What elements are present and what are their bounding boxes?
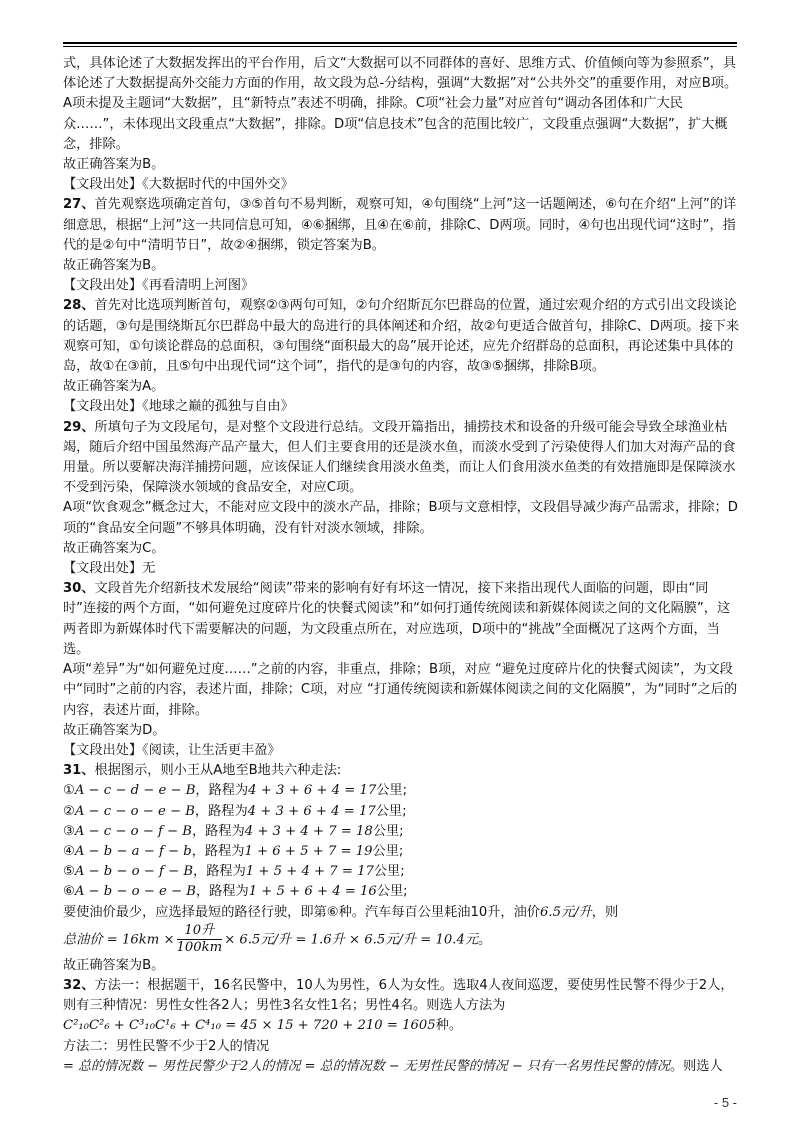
document-body: [63, 54, 739, 1077]
route-list: [63, 781, 739, 902]
price-value: 6.5元/升: [539, 904, 592, 920]
header-rule-thin: [63, 46, 737, 47]
question-32: [63, 976, 739, 1016]
page-number: - 5 -: [713, 1095, 737, 1110]
paragraph: 式，具体论述了大数据发挥出的平台作用，后文“大数据可以不同群体的喜好、思维方式、价值倾向等为参照系”，具体论述了大数据提高外交能力方面的作用，故文段为总-分结构，强调“大数据”对“公共外交”的重要作用，对应B项。: [63, 56, 738, 92]
question-number: 28、: [63, 298, 95, 314]
route-item: ⑤A − b − o − f − B，路程为1 + 5 + 4 + 7 = 17公里;: [63, 864, 405, 880]
paragraph: 方法二：男性民警不少于2人的情况: [63, 1038, 270, 1054]
paragraph: 故正确答案为B。: [63, 157, 165, 173]
question-31: [63, 761, 739, 781]
header-rule: [63, 42, 737, 44]
source-line: 【文段出处】《再看清明上河图》: [63, 278, 255, 294]
formula-line: C²₁₀C²₆ + C³₁₀C¹₆ + C⁴₁₀ = 45 × 15 + 720 + 210 = 1605种。: [63, 1018, 463, 1034]
question-30: [63, 579, 739, 660]
source-line: 【文段出处】《地球之巅的孤独与自由》: [63, 399, 294, 415]
answer-line: 故正确答案为B。: [63, 258, 165, 274]
paragraph: 要使油价最少，应选择最短的路径行驶，即第⑥种。汽车每百公里耗油10升，油价6.5元/升，则: [63, 904, 619, 920]
answer-line: 故正确答案为D。: [63, 722, 166, 738]
question-number: 29、: [63, 419, 95, 435]
source-line: 【文段出处】《大数据时代的中国外交》: [63, 177, 294, 193]
question-text: 方法一：根据题干，16名民警中，10人为男性，6人为女性。选取4人夜间巡逻，要使男性民警不得少于2人，则有三种情况：男性女性各2人；男性3名女性1名；男性4名。则选人方法为: [63, 977, 734, 1014]
question-29: [63, 418, 739, 499]
question-text: 首先对比选项判断首句，观察②③两句可知，②句介绍斯瓦尔巴群岛的位置，通过宏观介绍的方式引出文段谈论的话题，③句是围绕斯瓦尔巴群岛中最大的岛进行的具体阐述和介绍，故②句更适合做首句，排除C、D两项。接下来观察可知，①句谈论群岛的总面积，③句围绕“面积最大的岛”展开论述，应先介绍群岛的总面积，再论述集中具体的岛，故①在③前，且⑤句中出现代词“这个词”，指代的是③句的内容，故③⑤捆绑，排除B项。: [63, 298, 740, 375]
question-text: 文段首先介绍新技术发展给“阅读”带来的影响有好有坏这一情况，接下来指出现代人面临的问题，即由“同时”连接的两个方面，“如何避免过度碎片化的快餐式阅读”和“如何打通传统阅读和新媒体阅读之间的文化隔膜”，这两者即为新媒体时代下需要解决的问题，为文段重点所在，对应选项，D项中的“挑战”全面概况了这两个方面，当选。: [63, 581, 731, 657]
answer-line: 故正确答案为C。: [63, 540, 165, 556]
source-line: 【文段出处】《阅读，让生活更丰盈》: [63, 742, 281, 758]
fraction: $\frac{\text{10升}}{100km}$: [176, 922, 223, 955]
formula-line: = 总的情况数 − 男性民警少于2人的情况 = 总的情况数 − 无男性民警的情况 − 只有一名男性民警的情况。则选人: [63, 1058, 723, 1074]
paragraph: A项“饮食观念”概念过大，不能对应文段中的淡水产品，排除；B项与文意相悖，文段倡导减少海产品需求，排除；D项的“食品安全问题”不够具体明确，没有针对淡水领域，排除。: [63, 500, 738, 536]
answer-line: 故正确答案为A。: [63, 379, 165, 395]
route-item: ⑥A − b − o − e − B，路程为1 + 5 + 6 + 4 = 16公里;: [63, 884, 408, 900]
paragraph: A项未提及主题词“大数据”，且“新特点”表述不明确，排除。C项“社会力量”对应首句“调动各团体和广大民众……”，未体现出文段重点“大数据”，排除。D项“信息技术”包含的范围比较广，文段重点强调“大数据”，扩大概念，排除。: [63, 96, 728, 152]
route-item: ④A − b − a − f − b，路程为1 + 6 + 5 + 7 = 19公里;: [63, 843, 404, 859]
question-number: 27、: [63, 197, 95, 213]
source-line: 【文段出处】无: [63, 561, 156, 577]
question-number: 31、: [63, 763, 95, 779]
formula-line: 总油价 = 16km × $\frac{\text{10升}}{100km}$ × 6.5元/升 = 1.6升 × 6.5元/升 = 10.4元。: [63, 922, 492, 955]
question-28: [63, 296, 739, 377]
route-item: ①A − c − d − e − B，路程为4 + 3 + 6 + 4 = 17公里;: [63, 783, 408, 799]
question-number: 32、: [63, 977, 95, 993]
question-27: [63, 195, 739, 256]
question-number: 30、: [63, 581, 95, 597]
question-text: 首先观察选项确定首句，③⑤首句不易判断，观察可知，④句围绕“上河”这一话题阐述，⑥句在介绍“上河”的详细意思，根据“上河”这一共同信息可知，④⑥捆绑，且④在⑥前，排除C、D两项。同时，④句也出现代词“这时”，指代的是②句中“清明节日”，故②④捆绑，锁定答案为B。: [63, 197, 737, 253]
route-item: ③A − c − o − f − B，路程为4 + 3 + 4 + 7 = 18公里;: [63, 823, 404, 839]
question-text: 所填句子为文段尾句，是对整个文段进行总结。文段开篇指出，捕捞技术和设备的升级可能会导致全球渔业枯竭，随后介绍中国虽然海产品产量大，但人们主要食用的还是淡水鱼，而淡水受到了污染使得人们加大对海产品的食用量。所以要解决海洋捕捞问题，应该保证人们继续食用淡水鱼类，而让人们食用淡水鱼类的有效措施即是保障淡水不受到污染，保障淡水领域的食品安全，对应C项。: [63, 419, 736, 496]
question-text: 根据图示，则小王从A地至B地共六种走法:: [94, 763, 342, 779]
paragraph: A项“差异”为“如何避免过度……”之前的内容，非重点，排除；B项，对应 “避免过度碎片化的快餐式阅读”，为文段中“同时”之前的内容，表述片面，排除；C项，对应 “打通传统阅读和新媒体阅读之间的文化隔膜”，为“同时”之后的内容，表述片面，排除。: [63, 662, 738, 718]
answer-line: 故正确答案为B。: [63, 957, 165, 973]
route-item: ②A − c − o − e − B，路程为4 + 3 + 6 + 4 = 17公里;: [63, 803, 407, 819]
